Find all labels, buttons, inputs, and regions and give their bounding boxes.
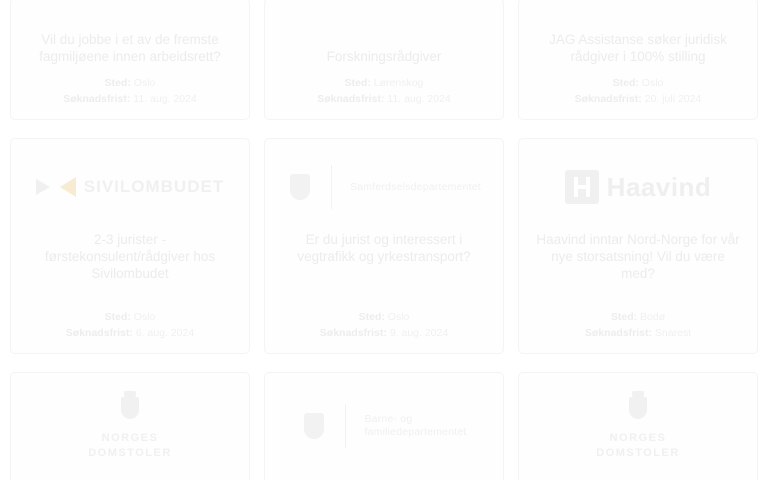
job-location <box>359 309 410 325</box>
deadline-value: 9. aug. 2024 <box>389 327 449 339</box>
job-card-row-2 <box>10 138 758 354</box>
employer-name <box>596 431 680 461</box>
job-location <box>105 309 156 325</box>
norway-lion-crest-icon <box>301 409 327 443</box>
deadline-value: Snarest <box>654 327 692 339</box>
job-location <box>345 75 424 91</box>
job-location <box>105 75 156 91</box>
location-value: Bodø <box>640 311 666 323</box>
job-title: 2-3 jurister - førstekonsulent/rådgiver hos Sivilombudet <box>44 232 216 281</box>
location-value: Oslo <box>387 311 410 323</box>
job-card-row-3 <box>10 372 758 480</box>
employer-name-line2: familiedepartementet <box>364 426 467 438</box>
deadline-value: 6. aug. 2024 <box>135 327 195 339</box>
norway-crest-icon <box>119 391 141 425</box>
job-card[interactable] <box>10 0 250 120</box>
job-card[interactable] <box>264 372 504 480</box>
job-deadline <box>317 91 450 107</box>
location-label: Sted: <box>104 77 131 89</box>
job-card[interactable] <box>10 138 250 354</box>
employer-name-line2: DOMSTOLER <box>596 447 680 459</box>
norway-crest-icon <box>627 391 649 425</box>
location-label: Sted: <box>612 77 639 89</box>
deadline-value: 11. aug. 2024 <box>387 93 451 105</box>
job-title: JAG Assistanse søker juridisk rådgiver i 100% stilling <box>549 32 727 64</box>
employer-logo-samferdselsdepartementet <box>277 149 491 225</box>
employer-logo-haavind <box>531 149 745 225</box>
employer-name-line1: Barne- og <box>364 413 413 425</box>
employer-name: SIVILOMBUDET <box>83 177 225 196</box>
location-value: Lørenskog <box>373 77 424 89</box>
location-label: Sted: <box>104 311 131 323</box>
job-deadline <box>66 325 194 341</box>
logo-divider <box>331 165 332 209</box>
location-value: Oslo <box>641 77 664 89</box>
job-location <box>613 75 664 91</box>
employer-name-line1: NORGES <box>101 432 159 444</box>
job-deadline <box>585 325 691 341</box>
job-card[interactable] <box>10 372 250 480</box>
location-value: Oslo <box>133 77 156 89</box>
deadline-label: Søknadsfrist: <box>317 93 385 105</box>
logo-divider <box>345 404 346 448</box>
employer-name <box>364 413 466 439</box>
location-value: Oslo <box>133 311 156 323</box>
job-card-row-1 <box>10 0 758 120</box>
job-card[interactable] <box>518 0 758 120</box>
job-deadline <box>320 325 448 341</box>
deadline-label: Søknadsfrist: <box>574 93 642 105</box>
deadline-label: Søknadsfrist: <box>65 327 133 339</box>
deadline-label: Søknadsfrist: <box>319 327 387 339</box>
deadline-value: 20. juli 2024 <box>644 93 702 105</box>
job-deadline <box>575 91 702 107</box>
location-label: Sted: <box>358 311 385 323</box>
employer-logo-sivilombudet <box>23 149 237 225</box>
job-card[interactable] <box>264 0 504 120</box>
job-title: Forskningsrådgiver <box>326 49 442 64</box>
job-card[interactable] <box>518 138 758 354</box>
deadline-label: Søknadsfrist: <box>63 93 131 105</box>
job-deadline <box>63 91 196 107</box>
deadline-label: Søknadsfrist: <box>584 327 652 339</box>
job-card[interactable] <box>518 372 758 480</box>
employer-name: Samferdselsdepartementet <box>350 180 481 193</box>
employer-name-line1: NORGES <box>609 432 667 444</box>
job-location <box>611 309 665 325</box>
haavind-mark-icon <box>565 170 599 204</box>
job-title: Haavind inntar Nord-Norge for vår nye storsatsning! Vil du være med? <box>536 232 740 281</box>
location-label: Sted: <box>610 311 638 323</box>
employer-logo-norges-domstoler <box>23 383 237 469</box>
job-card[interactable] <box>264 138 504 354</box>
job-title: Vil du jobbe i et av de fremste fagmiljøene innen arbeidsrett? <box>39 32 221 64</box>
deadline-value: 11. aug. 2024 <box>133 93 197 105</box>
sivilombudet-mark-icon <box>36 176 76 198</box>
employer-name: Haavind <box>606 171 712 202</box>
job-title: Er du jurist og interessert i vegtrafikk og yrkestransport? <box>297 232 471 264</box>
employer-name-line2: DOMSTOLER <box>88 447 172 459</box>
employer-name <box>88 431 172 461</box>
employer-logo-barne-og-familiedepartementet <box>277 383 491 469</box>
employer-logo-norges-domstoler <box>531 383 745 469</box>
norway-lion-crest-icon <box>287 170 313 204</box>
location-label: Sted: <box>344 77 371 89</box>
